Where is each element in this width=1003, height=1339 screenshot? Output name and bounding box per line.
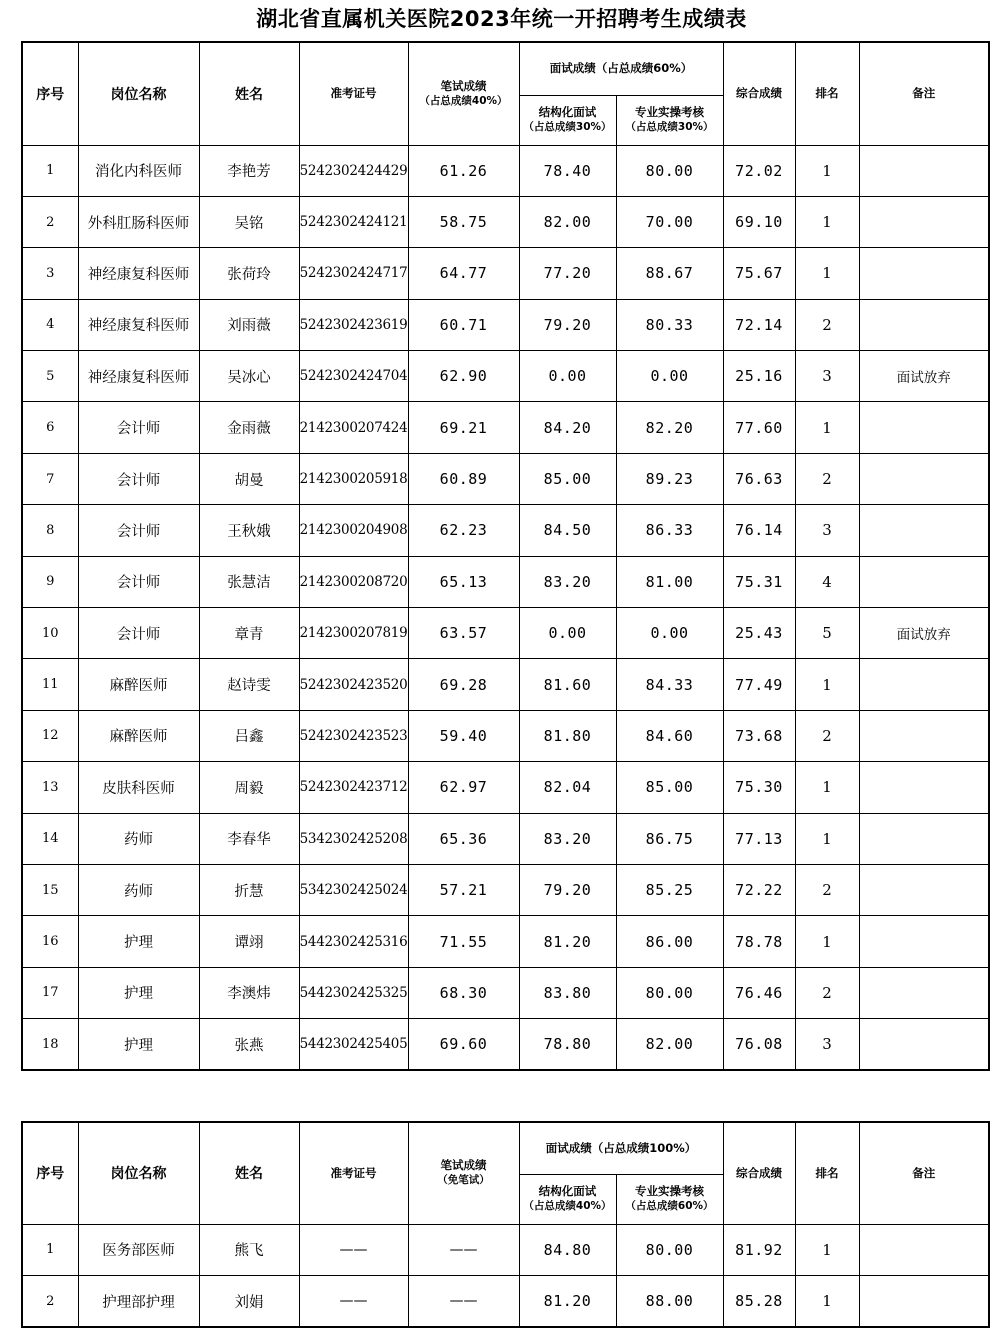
table-row (22, 659, 989, 710)
cell-practical: 84.60 (616, 710, 723, 761)
cell-rank: 1 (795, 145, 859, 196)
cell-practical: 80.00 (616, 967, 723, 1018)
table-row (22, 864, 989, 915)
cell-seq: 7 (22, 453, 78, 504)
cell-position: 护理部护理 (78, 1276, 199, 1328)
table-row (22, 505, 989, 556)
cell-name: 刘雨薇 (199, 299, 299, 350)
header-structured-weight: （占总成绩30%） (523, 121, 612, 133)
header-interview-group: 面试成绩（占总成绩100%） (519, 1122, 723, 1174)
cell-name: 金雨薇 (199, 402, 299, 453)
cell-structured: 81.60 (519, 659, 616, 710)
cell-structured: 79.20 (519, 299, 616, 350)
header-structured-title: 结构化面试 (538, 1184, 597, 1198)
header-interview-group: 面试成绩（占总成绩60%） (519, 42, 723, 95)
cell-exam-id: 2142300205918 (299, 453, 408, 504)
cell-note (859, 1224, 989, 1276)
cell-note (859, 196, 989, 247)
cell-written: 65.13 (408, 556, 519, 607)
cell-name: 李艳芳 (199, 145, 299, 196)
cell-name: 胡曼 (199, 453, 299, 504)
cell-total: 25.43 (723, 608, 795, 659)
cell-written: 60.71 (408, 299, 519, 350)
cell-practical: 82.00 (616, 1019, 723, 1070)
cell-exam-id: 2142300207819 (299, 608, 408, 659)
table-row (22, 248, 989, 299)
table-row (22, 351, 989, 402)
cell-position: 医务部医师 (78, 1224, 199, 1276)
cell-rank: 1 (795, 196, 859, 247)
cell-seq: 9 (22, 556, 78, 607)
cell-total: 76.63 (723, 453, 795, 504)
cell-rank: 2 (795, 299, 859, 350)
cell-exam-id: 5242302424121 (299, 196, 408, 247)
cell-structured: 78.40 (519, 145, 616, 196)
cell-note (859, 916, 989, 967)
cell-practical: 88.67 (616, 248, 723, 299)
cell-practical: 86.75 (616, 813, 723, 864)
cell-written: 59.40 (408, 710, 519, 761)
cell-exam-id: 5342302425024 (299, 864, 408, 915)
cell-structured: 85.00 (519, 453, 616, 504)
cell-note (859, 402, 989, 453)
cell-total: 72.02 (723, 145, 795, 196)
cell-position: 神经康复科医师 (78, 248, 199, 299)
cell-position: 药师 (78, 864, 199, 915)
cell-written: 57.21 (408, 864, 519, 915)
cell-practical: 0.00 (616, 351, 723, 402)
header-practical (616, 95, 723, 145)
cell-position: 消化内科医师 (78, 145, 199, 196)
cell-position: 外科肛肠科医师 (78, 196, 199, 247)
cell-structured: 0.00 (519, 608, 616, 659)
cell-structured: 82.04 (519, 762, 616, 813)
table-row (22, 453, 989, 504)
cell-name: 吴冰心 (199, 351, 299, 402)
cell-written: 71.55 (408, 916, 519, 967)
cell-written: —— (408, 1224, 519, 1276)
cell-position: 护理 (78, 967, 199, 1018)
cell-total: 81.92 (723, 1224, 795, 1276)
cell-total: 75.67 (723, 248, 795, 299)
table-row (22, 1019, 989, 1070)
header-practical-weight: （占总成绩30%） (625, 121, 714, 133)
cell-total: 75.31 (723, 556, 795, 607)
cell-seq: 15 (22, 864, 78, 915)
header-written (408, 1122, 519, 1224)
header-name: 姓名 (199, 42, 299, 145)
cell-practical: 88.00 (616, 1276, 723, 1328)
table-row (22, 762, 989, 813)
cell-written: 69.28 (408, 659, 519, 710)
cell-seq: 2 (22, 196, 78, 247)
cell-note (859, 248, 989, 299)
table-row (22, 1224, 989, 1276)
cell-total: 76.14 (723, 505, 795, 556)
cell-exam-id: 2142300204908 (299, 505, 408, 556)
cell-total: 75.30 (723, 762, 795, 813)
header-exam-id: 准考证号 (299, 42, 408, 145)
cell-rank: 2 (795, 710, 859, 761)
cell-total: 72.22 (723, 864, 795, 915)
cell-exam-id: 2142300208720 (299, 556, 408, 607)
cell-practical: 80.33 (616, 299, 723, 350)
cell-written: —— (408, 1276, 519, 1328)
cell-name: 吴铭 (199, 196, 299, 247)
header-practical-title: 专业实操考核 (635, 1184, 704, 1198)
cell-rank: 3 (795, 351, 859, 402)
header-practical-weight: （占总成绩60%） (625, 1200, 714, 1212)
header-position: 岗位名称 (78, 42, 199, 145)
cell-written: 69.21 (408, 402, 519, 453)
cell-name: 刘娟 (199, 1276, 299, 1328)
cell-seq: 16 (22, 916, 78, 967)
table-row (22, 196, 989, 247)
cell-structured: 82.00 (519, 196, 616, 247)
cell-exam-id: 5242302423523 (299, 710, 408, 761)
cell-position: 神经康复科医师 (78, 351, 199, 402)
header-written-weight: （占总成绩40%） (419, 94, 508, 107)
cell-rank: 1 (795, 762, 859, 813)
cell-practical: 84.33 (616, 659, 723, 710)
cell-total: 76.46 (723, 967, 795, 1018)
cell-position: 药师 (78, 813, 199, 864)
cell-structured: 84.50 (519, 505, 616, 556)
cell-rank: 1 (795, 813, 859, 864)
header-rank: 排名 (795, 42, 859, 145)
cell-exam-id: —— (299, 1276, 408, 1328)
cell-practical: 81.00 (616, 556, 723, 607)
cell-name: 熊飞 (199, 1224, 299, 1276)
cell-total: 69.10 (723, 196, 795, 247)
cell-note (859, 145, 989, 196)
cell-exam-id: 5442302425405 (299, 1019, 408, 1070)
cell-written: 62.23 (408, 505, 519, 556)
cell-exam-id: —— (299, 1224, 408, 1276)
header-structured (519, 1174, 616, 1224)
cell-exam-id: 5442302425316 (299, 916, 408, 967)
cell-total: 76.08 (723, 1019, 795, 1070)
cell-exam-id: 2142300207424 (299, 402, 408, 453)
cell-practical: 80.00 (616, 145, 723, 196)
cell-name: 王秋娥 (199, 505, 299, 556)
cell-exam-id: 5342302425208 (299, 813, 408, 864)
table-row (22, 556, 989, 607)
cell-position: 会计师 (78, 505, 199, 556)
table-row (22, 145, 989, 196)
cell-seq: 1 (22, 145, 78, 196)
header-practical-title: 专业实操考核 (635, 105, 704, 119)
table-row (22, 813, 989, 864)
cell-name: 李春华 (199, 813, 299, 864)
cell-rank: 1 (795, 659, 859, 710)
table-row (22, 1276, 989, 1328)
cell-position: 会计师 (78, 608, 199, 659)
header-total: 综合成绩 (723, 1122, 795, 1224)
cell-structured: 78.80 (519, 1019, 616, 1070)
cell-name: 周毅 (199, 762, 299, 813)
cell-seq: 18 (22, 1019, 78, 1070)
cell-note: 面试放弃 (859, 608, 989, 659)
header-written-title: 笔试成绩 (440, 1158, 487, 1173)
cell-name: 赵诗雯 (199, 659, 299, 710)
cell-position: 会计师 (78, 402, 199, 453)
cell-rank: 3 (795, 1019, 859, 1070)
header-structured-weight: （占总成绩40%） (523, 1200, 612, 1212)
cell-position: 神经康复科医师 (78, 299, 199, 350)
cell-position: 会计师 (78, 556, 199, 607)
cell-seq: 6 (22, 402, 78, 453)
table-row (22, 402, 989, 453)
cell-rank: 4 (795, 556, 859, 607)
cell-note (859, 1019, 989, 1070)
cell-total: 78.78 (723, 916, 795, 967)
cell-seq: 12 (22, 710, 78, 761)
header-written-weight: （免笔试） (437, 1174, 490, 1187)
header-seq: 序号 (22, 42, 78, 145)
cell-note: 面试放弃 (859, 351, 989, 402)
cell-practical: 89.23 (616, 453, 723, 504)
table-row (22, 710, 989, 761)
score-table-exempt (21, 1121, 990, 1328)
cell-structured: 79.20 (519, 864, 616, 915)
cell-written: 64.77 (408, 248, 519, 299)
cell-exam-id: 5242302423712 (299, 762, 408, 813)
cell-total: 72.14 (723, 299, 795, 350)
cell-exam-id: 5242302423619 (299, 299, 408, 350)
cell-note (859, 659, 989, 710)
header-written-title: 笔试成绩 (440, 78, 487, 93)
cell-total: 73.68 (723, 710, 795, 761)
header-note: 备注 (859, 42, 989, 145)
cell-note (859, 762, 989, 813)
cell-name: 章青 (199, 608, 299, 659)
cell-note (859, 967, 989, 1018)
cell-rank: 1 (795, 1276, 859, 1328)
cell-position: 会计师 (78, 453, 199, 504)
cell-rank: 1 (795, 916, 859, 967)
cell-total: 85.28 (723, 1276, 795, 1328)
cell-seq: 2 (22, 1276, 78, 1328)
header-name: 姓名 (199, 1122, 299, 1224)
cell-position: 皮肤科医师 (78, 762, 199, 813)
header-written (408, 42, 519, 145)
cell-structured: 81.20 (519, 916, 616, 967)
cell-exam-id: 5242302423520 (299, 659, 408, 710)
cell-written: 62.97 (408, 762, 519, 813)
cell-rank: 2 (795, 453, 859, 504)
cell-written: 68.30 (408, 967, 519, 1018)
cell-position: 麻醉医师 (78, 710, 199, 761)
cell-rank: 1 (795, 402, 859, 453)
cell-name: 张燕 (199, 1019, 299, 1070)
cell-name: 张慧洁 (199, 556, 299, 607)
cell-practical: 86.00 (616, 916, 723, 967)
cell-written: 61.26 (408, 145, 519, 196)
cell-practical: 86.33 (616, 505, 723, 556)
cell-structured: 83.20 (519, 813, 616, 864)
cell-practical: 70.00 (616, 196, 723, 247)
cell-total: 77.49 (723, 659, 795, 710)
cell-rank: 1 (795, 248, 859, 299)
cell-written: 62.90 (408, 351, 519, 402)
cell-name: 折慧 (199, 864, 299, 915)
cell-seq: 3 (22, 248, 78, 299)
cell-written: 58.75 (408, 196, 519, 247)
cell-note (859, 505, 989, 556)
cell-written: 60.89 (408, 453, 519, 504)
cell-practical: 80.00 (616, 1224, 723, 1276)
cell-rank: 1 (795, 1224, 859, 1276)
cell-practical: 82.20 (616, 402, 723, 453)
table-row (22, 608, 989, 659)
cell-exam-id: 5442302425325 (299, 967, 408, 1018)
cell-seq: 11 (22, 659, 78, 710)
cell-position: 护理 (78, 916, 199, 967)
cell-seq: 14 (22, 813, 78, 864)
cell-name: 谭翊 (199, 916, 299, 967)
header-structured (519, 95, 616, 145)
cell-seq: 5 (22, 351, 78, 402)
table-row (22, 967, 989, 1018)
cell-seq: 4 (22, 299, 78, 350)
header-note: 备注 (859, 1122, 989, 1224)
cell-name: 张荷玲 (199, 248, 299, 299)
cell-note (859, 299, 989, 350)
cell-practical: 0.00 (616, 608, 723, 659)
cell-seq: 1 (22, 1224, 78, 1276)
score-table-main (21, 41, 990, 1071)
cell-structured: 77.20 (519, 248, 616, 299)
cell-total: 77.13 (723, 813, 795, 864)
cell-position: 护理 (78, 1019, 199, 1070)
cell-note (859, 453, 989, 504)
header-exam-id: 准考证号 (299, 1122, 408, 1224)
cell-structured: 81.20 (519, 1276, 616, 1328)
cell-written: 69.60 (408, 1019, 519, 1070)
cell-structured: 84.20 (519, 402, 616, 453)
cell-structured: 84.80 (519, 1224, 616, 1276)
cell-name: 吕鑫 (199, 710, 299, 761)
cell-total: 25.16 (723, 351, 795, 402)
cell-written: 65.36 (408, 813, 519, 864)
page-title: 湖北省直属机关医院2023年统一开招聘考生成绩表 (256, 7, 747, 31)
header-total: 综合成绩 (723, 42, 795, 145)
cell-note (859, 556, 989, 607)
table-row (22, 299, 989, 350)
cell-total: 77.60 (723, 402, 795, 453)
header-rank: 排名 (795, 1122, 859, 1224)
cell-structured: 83.20 (519, 556, 616, 607)
cell-rank: 2 (795, 967, 859, 1018)
header-position: 岗位名称 (78, 1122, 199, 1224)
cell-practical: 85.00 (616, 762, 723, 813)
cell-structured: 83.80 (519, 967, 616, 1018)
cell-exam-id: 5242302424717 (299, 248, 408, 299)
cell-structured: 0.00 (519, 351, 616, 402)
cell-structured: 81.80 (519, 710, 616, 761)
header-structured-title: 结构化面试 (538, 105, 597, 119)
cell-rank: 2 (795, 864, 859, 915)
cell-seq: 10 (22, 608, 78, 659)
header-seq: 序号 (22, 1122, 78, 1224)
cell-practical: 85.25 (616, 864, 723, 915)
cell-exam-id: 5242302424429 (299, 145, 408, 196)
cell-note (859, 710, 989, 761)
cell-rank: 3 (795, 505, 859, 556)
cell-seq: 13 (22, 762, 78, 813)
cell-written: 63.57 (408, 608, 519, 659)
table-row (22, 916, 989, 967)
cell-rank: 5 (795, 608, 859, 659)
cell-position: 麻醉医师 (78, 659, 199, 710)
cell-note (859, 813, 989, 864)
cell-exam-id: 5242302424704 (299, 351, 408, 402)
cell-note (859, 864, 989, 915)
cell-seq: 17 (22, 967, 78, 1018)
cell-name: 李澳炜 (199, 967, 299, 1018)
cell-note (859, 1276, 989, 1328)
header-practical (616, 1174, 723, 1224)
cell-seq: 8 (22, 505, 78, 556)
